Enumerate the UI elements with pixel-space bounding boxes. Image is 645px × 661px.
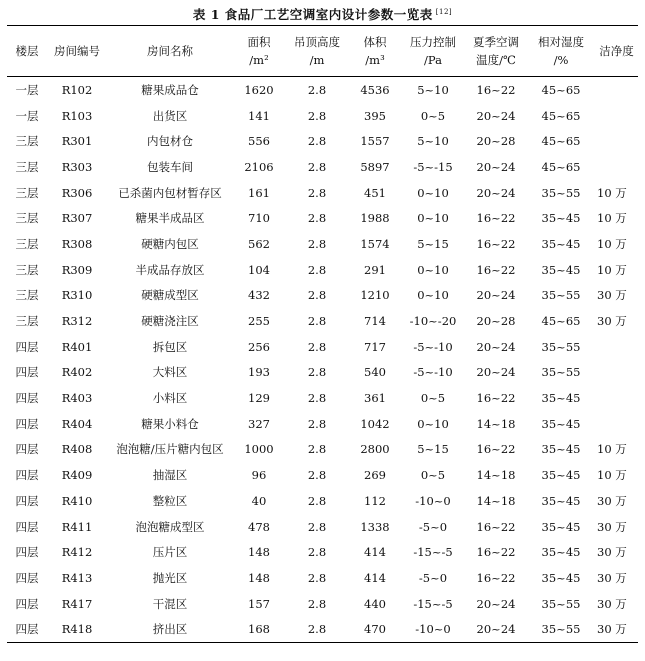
cell-floor: 三层 xyxy=(15,159,39,174)
cell-room-code: R309 xyxy=(61,262,93,277)
cell-pressure: 0~10 xyxy=(417,211,449,226)
cell-volume: 414 xyxy=(364,570,386,585)
cell-room-code: R412 xyxy=(61,545,93,560)
cell-area: 2106 xyxy=(244,159,274,174)
cell-ceiling-height: 2.8 xyxy=(307,570,327,585)
cell-room-code: R307 xyxy=(61,211,93,226)
table-caption-reference: [12] xyxy=(435,7,453,16)
cell-pressure: -5~-10 xyxy=(413,339,453,354)
cell-room-code: R310 xyxy=(61,288,93,303)
cell-cleanliness: 10 万 xyxy=(597,468,627,483)
cell-volume: 1338 xyxy=(360,519,390,534)
table-row xyxy=(7,334,638,360)
cell-temperature: 16~22 xyxy=(476,545,516,560)
cell-temperature: 14~18 xyxy=(476,493,516,508)
cell-cleanliness xyxy=(595,103,638,129)
cell-floor: 一层 xyxy=(15,82,39,97)
cell-area: 148 xyxy=(248,570,270,585)
cell-volume: 414 xyxy=(364,545,386,560)
cell-temperature: 16~22 xyxy=(476,519,516,534)
cell-cleanliness: 30 万 xyxy=(597,314,627,329)
cell-ceiling-height: 2.8 xyxy=(307,134,327,149)
cell-pressure: 5~15 xyxy=(417,236,449,251)
cell-ceiling-height: 2.8 xyxy=(307,211,327,226)
cell-humidity: 45~65 xyxy=(541,314,581,329)
cell-room-name: 糖果成品仓 xyxy=(141,82,199,97)
cell-temperature: 16~22 xyxy=(476,236,516,251)
cell-volume: 451 xyxy=(364,185,386,200)
design-parameters-table xyxy=(7,25,638,643)
cell-volume: 440 xyxy=(364,596,386,611)
table-row xyxy=(7,616,638,642)
cell-temperature: 14~18 xyxy=(476,468,516,483)
cell-floor: 三层 xyxy=(15,134,39,149)
cell-pressure: 0~10 xyxy=(417,262,449,277)
cell-humidity: 35~45 xyxy=(541,519,581,534)
cell-area: 161 xyxy=(248,185,270,200)
cell-area: 556 xyxy=(248,134,270,149)
cell-room-name: 包装车间 xyxy=(147,159,193,174)
cell-pressure: -10~-20 xyxy=(409,314,457,329)
cell-temperature: 16~22 xyxy=(476,262,516,277)
cell-floor: 四层 xyxy=(15,468,39,483)
cell-floor: 一层 xyxy=(15,108,39,123)
cell-room-code: R306 xyxy=(61,185,93,200)
cell-area: 104 xyxy=(248,262,270,277)
cell-ceiling-height: 2.8 xyxy=(307,82,327,97)
header-floor: 楼层 xyxy=(7,26,47,77)
cell-cleanliness: 10 万 xyxy=(597,185,627,200)
cell-room-code: R413 xyxy=(61,570,93,585)
table-row xyxy=(7,411,638,437)
table-row xyxy=(7,565,638,591)
cell-temperature: 20~24 xyxy=(476,288,516,303)
cell-pressure: -10~0 xyxy=(401,616,465,642)
cell-floor: 三层 xyxy=(15,288,39,303)
cell-humidity: 35~45 xyxy=(541,416,581,431)
header-room-code: 房间编号 xyxy=(47,26,107,77)
cell-room-code: R409 xyxy=(61,468,93,483)
cell-room-name: 糖果小料仓 xyxy=(141,416,199,431)
cell-ceiling-height: 2.8 xyxy=(307,236,327,251)
cell-humidity: 45~65 xyxy=(541,108,581,123)
cell-humidity: 35~45 xyxy=(541,545,581,560)
cell-volume: 5897 xyxy=(360,159,390,174)
cell-floor: 四层 xyxy=(15,596,39,611)
cell-volume: 1042 xyxy=(360,416,390,431)
cell-pressure: -5~-15 xyxy=(413,159,453,174)
cell-room-name: 硬糖成型区 xyxy=(141,288,199,303)
cell-temperature: 14~18 xyxy=(476,416,516,431)
cell-floor: 四层 xyxy=(15,519,39,534)
cell-volume: 1988 xyxy=(360,211,390,226)
table-row xyxy=(7,539,638,565)
cell-temperature: 20~28 xyxy=(476,314,516,329)
cell-area: 710 xyxy=(248,211,270,226)
cell-ceiling-height: 2.8 xyxy=(307,545,327,560)
cell-humidity: 45~65 xyxy=(541,159,581,174)
cell-cleanliness xyxy=(595,77,638,103)
cell-temperature: 16~22 xyxy=(476,442,516,457)
cell-humidity: 35~55 xyxy=(541,339,581,354)
cell-ceiling-height: 2.8 xyxy=(307,442,327,457)
cell-ceiling-height: 2.8 xyxy=(285,616,349,642)
cell-floor: 四层 xyxy=(15,570,39,585)
cell-room-name: 硬糖浇注区 xyxy=(141,314,199,329)
cell-cleanliness: 30 万 xyxy=(597,596,627,611)
cell-room-name: 糖果半成品区 xyxy=(135,211,205,226)
cell-area: 193 xyxy=(248,365,270,380)
cell-area: 129 xyxy=(248,391,270,406)
table-row xyxy=(7,591,638,617)
header-cleanliness: 洁净度 xyxy=(595,26,638,77)
cell-humidity: 35~45 xyxy=(541,236,581,251)
cell-humidity: 35~45 xyxy=(541,391,581,406)
cell-humidity: 35~45 xyxy=(541,468,581,483)
cell-ceiling-height: 2.8 xyxy=(307,262,327,277)
cell-humidity: 35~45 xyxy=(541,262,581,277)
cell-room-code: R401 xyxy=(61,339,93,354)
cell-volume: 2800 xyxy=(360,442,390,457)
cell-ceiling-height: 2.8 xyxy=(307,314,327,329)
cell-cleanliness: 10 万 xyxy=(597,262,627,277)
cell-ceiling-height: 2.8 xyxy=(307,519,327,534)
cell-room-code: R308 xyxy=(61,236,93,251)
cell-pressure: 0~10 xyxy=(417,416,449,431)
cell-area: 148 xyxy=(248,545,270,560)
cell-ceiling-height: 2.8 xyxy=(307,416,327,431)
cell-room-name: 内包材仓 xyxy=(147,134,193,149)
header-ceiling-height: 吊顶高度 /m xyxy=(285,26,349,77)
header-pressure: 压力控制 /Pa xyxy=(401,26,465,77)
cell-area: 432 xyxy=(248,288,270,303)
cell-floor: 四层 xyxy=(15,391,39,406)
cell-room-name: 抛光区 xyxy=(152,570,188,585)
cell-room-name: 小料区 xyxy=(152,391,188,406)
cell-room-name: 泡泡糖成型区 xyxy=(135,519,205,534)
table-row xyxy=(7,360,638,386)
cell-humidity: 35~55 xyxy=(541,596,581,611)
header-volume: 体积 /m³ xyxy=(349,26,401,77)
cell-pressure: 0~10 xyxy=(417,185,449,200)
cell-room-code: R403 xyxy=(61,391,93,406)
header-summer-temperature: 夏季空调 温度/℃ xyxy=(465,26,527,77)
cell-humidity: 35~45 xyxy=(541,442,581,457)
cell-cleanliness: 30 万 xyxy=(595,616,638,642)
header-room-name: 房间名称 xyxy=(107,26,233,77)
cell-pressure: 0~10 xyxy=(417,288,449,303)
cell-room-name: 已杀菌内包材暂存区 xyxy=(118,185,222,200)
cell-area: 141 xyxy=(248,108,270,123)
cell-room-name: 干混区 xyxy=(152,596,188,611)
table-row xyxy=(7,103,638,129)
cell-volume: 4536 xyxy=(360,82,390,97)
table-body xyxy=(7,77,638,643)
cell-floor: 四层 xyxy=(15,545,39,560)
cell-floor: 三层 xyxy=(15,211,39,226)
cell-pressure: -10~0 xyxy=(415,493,451,508)
header-area: 面积 /m² xyxy=(233,26,285,77)
cell-room-code: R417 xyxy=(61,596,93,611)
cell-ceiling-height: 2.8 xyxy=(307,391,327,406)
cell-cleanliness xyxy=(595,385,638,411)
cell-pressure: -5~-10 xyxy=(413,365,453,380)
cell-room-name: 整粒区 xyxy=(152,493,188,508)
cell-cleanliness: 30 万 xyxy=(597,519,627,534)
cell-pressure: -5~0 xyxy=(418,570,448,585)
cell-ceiling-height: 2.8 xyxy=(307,596,327,611)
cell-humidity: 35~45 xyxy=(541,493,581,508)
cell-area: 168 xyxy=(233,616,285,642)
cell-volume: 112 xyxy=(364,493,386,508)
table-row xyxy=(7,231,638,257)
table-row xyxy=(7,385,638,411)
cell-room-code: R418 xyxy=(47,616,107,642)
cell-room-code: R411 xyxy=(61,519,93,534)
cell-room-name: 硬糖内包区 xyxy=(141,236,199,251)
cell-floor: 三层 xyxy=(15,236,39,251)
cell-room-code: R402 xyxy=(61,365,93,380)
cell-room-name: 拆包区 xyxy=(152,339,188,354)
cell-volume: 269 xyxy=(364,468,386,483)
cell-cleanliness: 10 万 xyxy=(597,236,627,251)
cell-pressure: 5~10 xyxy=(417,82,449,97)
cell-area: 1000 xyxy=(244,442,274,457)
cell-room-name: 出货区 xyxy=(152,108,188,123)
cell-cleanliness: 30 万 xyxy=(597,493,627,508)
cell-floor: 三层 xyxy=(15,262,39,277)
table-caption xyxy=(0,5,645,23)
cell-floor: 四层 xyxy=(15,339,39,354)
cell-temperature: 16~22 xyxy=(476,570,516,585)
cell-area: 1620 xyxy=(244,82,274,97)
cell-volume: 291 xyxy=(364,262,386,277)
cell-area: 478 xyxy=(248,519,270,534)
cell-room-name: 压片区 xyxy=(152,545,188,560)
cell-cleanliness: 10 万 xyxy=(597,211,627,226)
cell-temperature: 20~24 xyxy=(476,339,516,354)
cell-pressure: -15~-5 xyxy=(413,596,453,611)
cell-humidity: 35~55 xyxy=(541,185,581,200)
cell-ceiling-height: 2.8 xyxy=(307,108,327,123)
cell-volume: 540 xyxy=(364,365,386,380)
cell-temperature: 20~24 xyxy=(476,185,516,200)
cell-cleanliness xyxy=(595,128,638,154)
cell-room-code: R303 xyxy=(61,159,93,174)
table-header-row xyxy=(7,26,638,77)
cell-room-code: R312 xyxy=(61,314,93,329)
cell-cleanliness xyxy=(595,334,638,360)
cell-room-code: R102 xyxy=(61,82,93,97)
cell-volume: 361 xyxy=(364,391,386,406)
cell-room-name: 半成品存放区 xyxy=(135,262,205,277)
cell-pressure: 0~5 xyxy=(420,468,446,483)
cell-humidity: 35~45 xyxy=(541,570,581,585)
cell-floor: 三层 xyxy=(15,314,39,329)
cell-room-name: 抽湿区 xyxy=(152,468,188,483)
table-row xyxy=(7,283,638,309)
cell-room-name: 泡泡糖/压片糖内包区 xyxy=(116,442,224,457)
cell-room-code: R404 xyxy=(61,416,93,431)
cell-pressure: 0~5 xyxy=(420,391,446,406)
cell-humidity: 35~45 xyxy=(541,211,581,226)
cell-volume: 714 xyxy=(364,314,386,329)
cell-area: 255 xyxy=(248,314,270,329)
cell-volume: 395 xyxy=(364,108,386,123)
cell-cleanliness xyxy=(595,154,638,180)
cell-floor: 四层 xyxy=(15,493,39,508)
cell-room-code: R103 xyxy=(61,108,93,123)
cell-humidity: 35~55 xyxy=(541,288,581,303)
table-caption-text: 表 1 食品厂工艺空调室内设计参数一览表 xyxy=(192,7,433,22)
cell-temperature: 20~24 xyxy=(476,596,516,611)
cell-floor: 四层 xyxy=(7,616,47,642)
cell-volume: 1574 xyxy=(360,236,390,251)
cell-ceiling-height: 2.8 xyxy=(307,365,327,380)
cell-room-name: 挤出区 xyxy=(107,616,233,642)
cell-ceiling-height: 2.8 xyxy=(307,493,327,508)
cell-floor: 四层 xyxy=(15,442,39,457)
table-row xyxy=(7,462,638,488)
cell-temperature: 20~28 xyxy=(476,134,516,149)
cell-pressure: 0~5 xyxy=(420,108,446,123)
cell-room-code: R408 xyxy=(61,442,93,457)
table-row xyxy=(7,488,638,514)
table-row xyxy=(7,154,638,180)
cell-temperature: 20~24 xyxy=(476,365,516,380)
cell-room-code: R410 xyxy=(61,493,93,508)
cell-temperature: 20~24 xyxy=(476,159,516,174)
cell-cleanliness: 30 万 xyxy=(597,288,627,303)
cell-volume: 1557 xyxy=(360,134,390,149)
cell-temperature: 16~22 xyxy=(476,391,516,406)
cell-cleanliness: 10 万 xyxy=(597,442,627,457)
table-row xyxy=(7,77,638,103)
cell-area: 327 xyxy=(248,416,270,431)
cell-humidity: 35~55 xyxy=(527,616,595,642)
cell-area: 562 xyxy=(248,236,270,251)
cell-cleanliness: 30 万 xyxy=(597,570,627,585)
cell-volume: 1210 xyxy=(360,288,390,303)
cell-cleanliness xyxy=(595,360,638,386)
cell-pressure: 5~10 xyxy=(417,134,449,149)
cell-volume: 717 xyxy=(364,339,386,354)
cell-area: 40 xyxy=(251,493,267,508)
cell-cleanliness xyxy=(595,411,638,437)
cell-ceiling-height: 2.8 xyxy=(307,288,327,303)
table-row xyxy=(7,128,638,154)
cell-pressure: 5~15 xyxy=(417,442,449,457)
table-row xyxy=(7,205,638,231)
cell-temperature: 20~24 xyxy=(476,108,516,123)
cell-temperature: 20~24 xyxy=(465,616,527,642)
table-row xyxy=(7,308,638,334)
cell-floor: 四层 xyxy=(15,416,39,431)
cell-pressure: -5~0 xyxy=(418,519,448,534)
table-row xyxy=(7,514,638,540)
cell-pressure: -15~-5 xyxy=(413,545,453,560)
cell-room-code: R301 xyxy=(61,134,93,149)
cell-temperature: 16~22 xyxy=(476,211,516,226)
cell-humidity: 35~55 xyxy=(541,365,581,380)
cell-room-name: 大料区 xyxy=(152,365,188,380)
cell-ceiling-height: 2.8 xyxy=(307,185,327,200)
cell-humidity: 45~65 xyxy=(541,134,581,149)
cell-floor: 三层 xyxy=(15,185,39,200)
cell-area: 157 xyxy=(248,596,270,611)
cell-cleanliness: 30 万 xyxy=(597,545,627,560)
header-relative-humidity: 相对湿度 /% xyxy=(527,26,595,77)
cell-ceiling-height: 2.8 xyxy=(307,468,327,483)
table-row xyxy=(7,437,638,463)
cell-area: 256 xyxy=(248,339,270,354)
cell-volume: 470 xyxy=(349,616,401,642)
cell-ceiling-height: 2.8 xyxy=(307,339,327,354)
cell-temperature: 16~22 xyxy=(476,82,516,97)
cell-ceiling-height: 2.8 xyxy=(307,159,327,174)
cell-floor: 四层 xyxy=(15,365,39,380)
table-row xyxy=(7,257,638,283)
cell-area: 96 xyxy=(251,468,267,483)
table-row xyxy=(7,180,638,206)
cell-humidity: 45~65 xyxy=(541,82,581,97)
